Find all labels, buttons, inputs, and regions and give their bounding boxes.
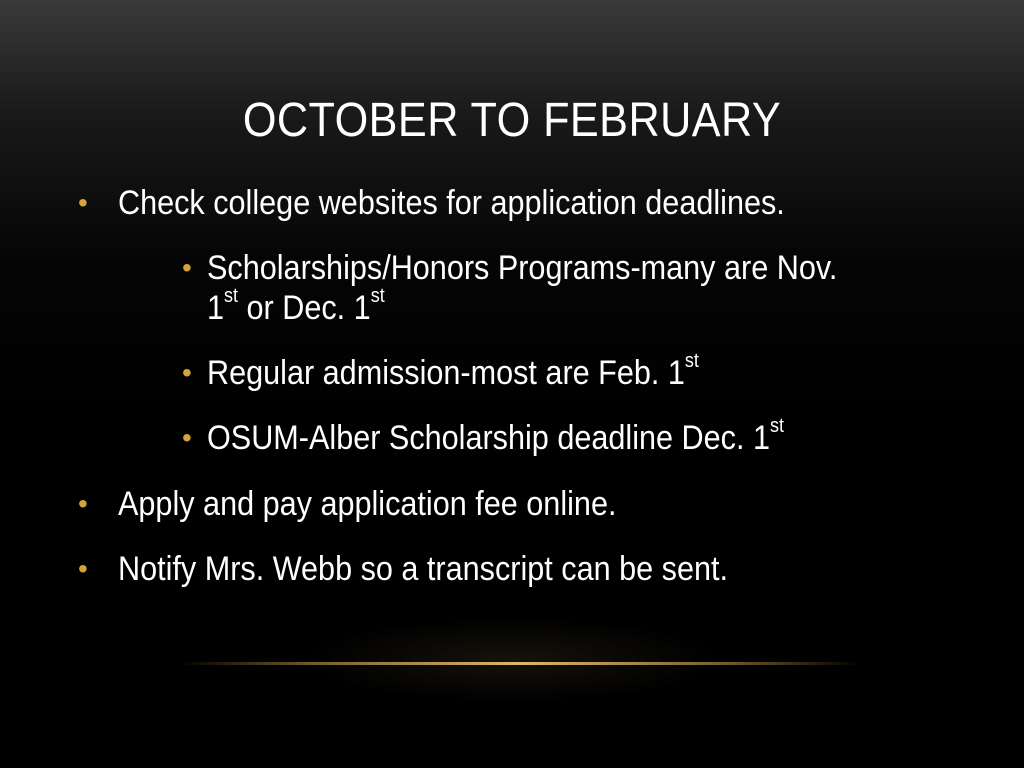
- list-item: [0, 350, 1024, 393]
- superscript: st: [224, 285, 239, 307]
- list-item: [0, 484, 1024, 524]
- list-item-line: Scholarships/Honors Programs-many are Nov.: [207, 249, 838, 287]
- slide-title: OCTOBER TO FEBRUARY: [242, 94, 782, 147]
- list-item-text: Apply and pay application fee online.: [118, 485, 617, 523]
- bullet-list: [0, 183, 1024, 589]
- list-item: [0, 415, 1024, 458]
- gold-divider: [180, 662, 860, 665]
- superscript: st: [370, 285, 385, 307]
- text-run: or Dec. 1: [238, 289, 371, 327]
- list-item-text: Check college websites for application deadlines.: [118, 184, 785, 222]
- list-item-text: [207, 350, 699, 393]
- bullet-icon: •: [182, 422, 192, 453]
- bullet-icon: •: [182, 252, 192, 283]
- text-run: OSUM-Alber Scholarship deadline Dec. 1: [207, 419, 770, 457]
- list-item: [0, 248, 1024, 328]
- list-item-line: [207, 285, 837, 328]
- list-item-text: [207, 415, 784, 458]
- text-run: 1: [207, 289, 225, 327]
- bullet-icon: •: [78, 488, 88, 519]
- bullet-icon: •: [78, 553, 88, 584]
- superscript: st: [769, 415, 784, 437]
- superscript: st: [684, 350, 699, 372]
- list-item-text: Notify Mrs. Webb so a transcript can be sent.: [118, 550, 728, 588]
- bullet-icon: •: [182, 357, 192, 388]
- bullet-icon: •: [78, 187, 88, 218]
- text-run: Regular admission-most are Feb. 1: [207, 354, 685, 392]
- list-item: [0, 183, 1024, 223]
- list-item: [0, 549, 1024, 589]
- list-item-text: [207, 248, 837, 328]
